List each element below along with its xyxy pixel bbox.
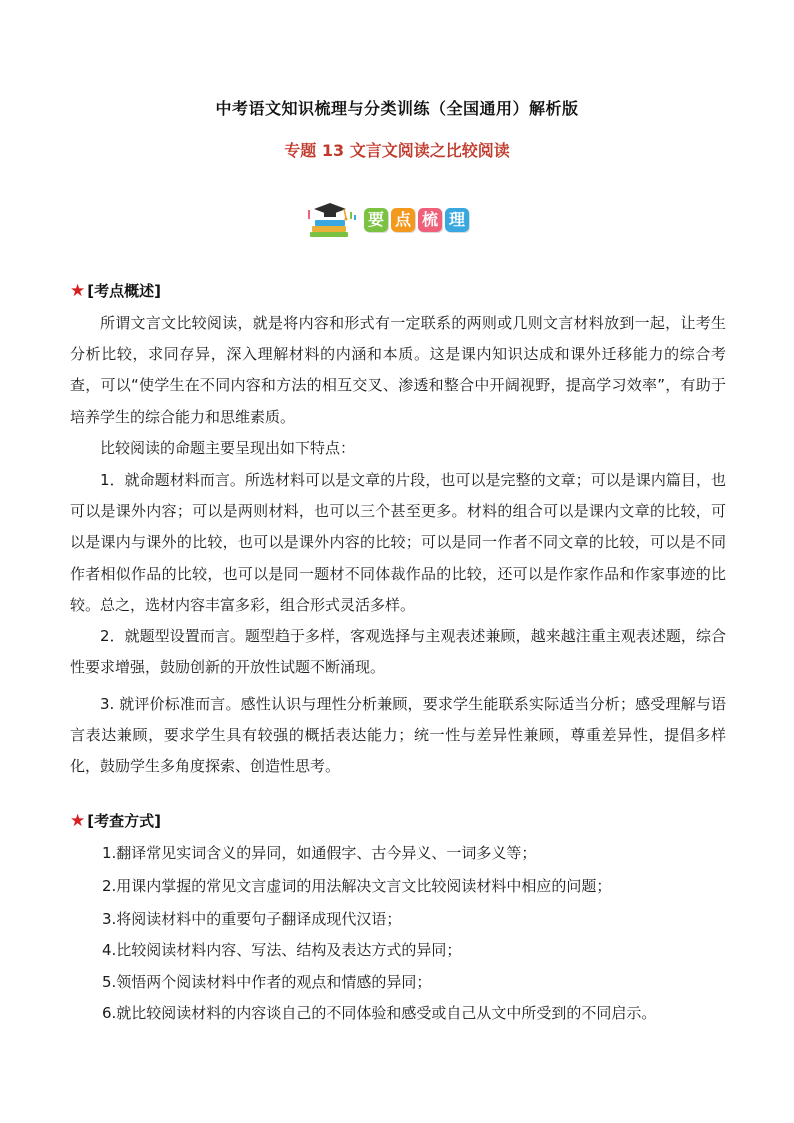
overview-intro: 所谓文言文比较阅读，就是将内容和形式有一定联系的两则或几则文言材料放到一起，让考生分析比较，求同存异，深入理解材料的内涵和本质。这是课内知识达成和课外迁移能力的综合考查，可以“使学生在不同内容和方法的相互交叉、渗透和整合中开阔视野，提高学习效率”，有助于培养学生的综合能力和思维素质。	[70, 314, 726, 426]
banner-char-2: 点	[391, 208, 415, 232]
methods-heading-text: [考查方式]	[87, 812, 161, 830]
method-item-5: 5.领悟两个阅读材料中作者的观点和情感的异同；	[102, 973, 432, 991]
banner-label	[364, 208, 469, 232]
method-item-3: 3.将阅读材料中的重要句子翻译成现代汉语；	[102, 910, 402, 928]
star-icon: ★	[70, 280, 86, 301]
methods-heading	[70, 810, 161, 831]
overview-point-1: 1．就命题材料而言。所选材料可以是文章的片段，也可以是完整的文章；可以是课内篇目，也可以是课外内容；可以是两则材料，也可以三个甚至更多。材料的组合可以是课内文章的比较，可以是课内与课外的比较，也可以是课外内容的比较；可以是同一作者不同文章的比较，可以是不同作者相似作品的比较，也可以是同一题材不同体裁作品的比较，还可以是作家作品和作家事迹的比较。总之，选材内容丰富多彩，组合形式灵活多样。	[70, 471, 726, 614]
overview-heading-text: [考点概述]	[87, 282, 161, 300]
document-subtitle: 专题 13 文言文阅读之比较阅读	[284, 141, 510, 160]
method-item-2: 2.用课内掌握的常见文言虚词的用法解决文言文比较阅读材料中相应的问题；	[102, 877, 612, 895]
overview-heading	[70, 280, 161, 301]
section-banner	[306, 200, 469, 240]
method-item-1: 1.翻译常见实词含义的异同，如通假字、古今异义、一词多义等；	[102, 844, 537, 862]
method-item-6: 6.就比较阅读材料的内容谈自己的不同体验和感受或自己从文中所受到的不同启示。	[102, 1004, 657, 1022]
overview-lead: 比较阅读的命题主要呈现出如下特点：	[100, 439, 356, 457]
overview-point-3: 3. 就评价标准而言。感性认识与理性分析兼顾，要求学生能联系实际适当分析；感受理解与语言表达兼顾，要求学生具有较强的概括表达能力；统一性与差异性兼顾，尊重差异性，提倡多样化，鼓励学生多角度探索、创造性思考。	[70, 695, 726, 776]
method-item-4: 4.比较阅读材料内容、写法、结构及表达方式的异同；	[102, 941, 462, 959]
banner-char-3: 梳	[418, 208, 442, 232]
banner-char-4: 理	[445, 208, 469, 232]
banner-char-1: 要	[364, 208, 388, 232]
document-title: 中考语文知识梳理与分类训练（全国通用）解析版	[215, 99, 579, 118]
books-and-graduation-cap-icon	[306, 200, 358, 240]
star-icon: ★	[70, 810, 86, 831]
overview-point-2: 2．就题型设置而言。题型趋于多样，客观选择与主观表述兼顾，越来越注重主观表述题，综合性要求增强，鼓励创新的开放性试题不断涌现。	[70, 627, 726, 677]
